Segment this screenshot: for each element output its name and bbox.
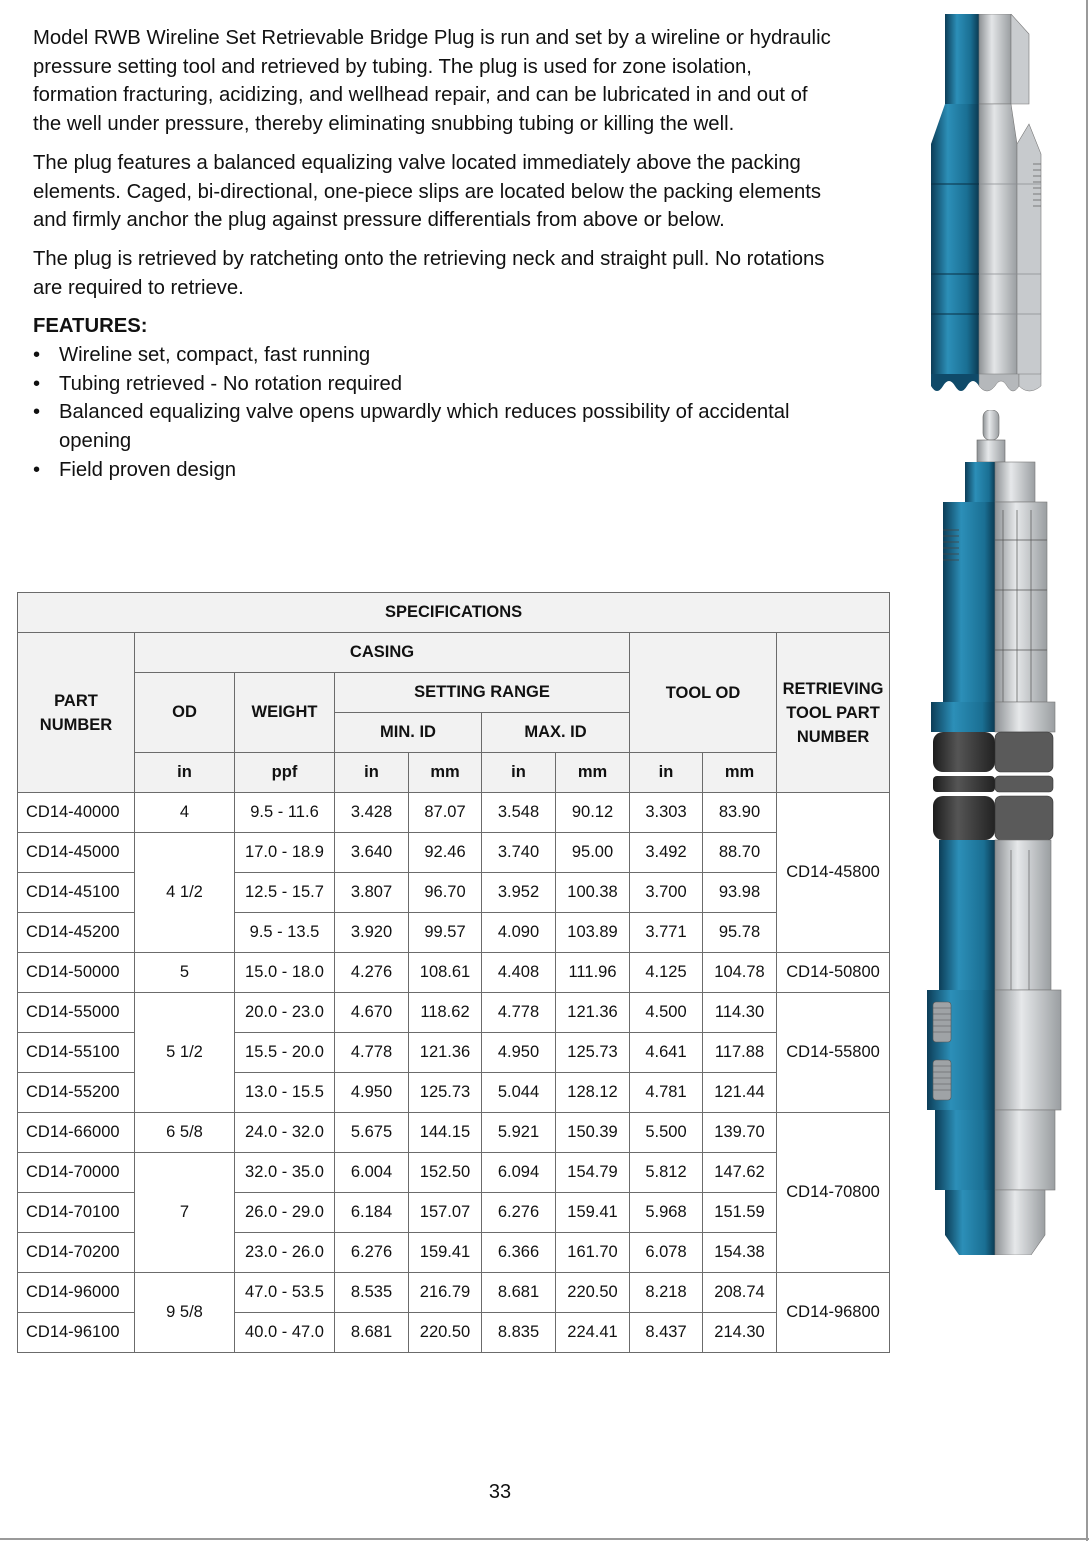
cell-tool-in: 8.218 [630, 1273, 703, 1313]
bottom-rule [0, 1538, 1089, 1540]
cell-tool-mm: 117.88 [703, 1033, 777, 1073]
bullet-icon: • [33, 344, 41, 367]
cell-min-in: 4.276 [335, 953, 409, 993]
cell-max-mm: 154.79 [556, 1153, 630, 1193]
cell-tool-mm: 93.98 [703, 873, 777, 913]
cell-weight: 15.5 - 20.0 [235, 1033, 335, 1073]
cell-tool-in: 3.492 [630, 833, 703, 873]
cell-min-mm: 157.07 [409, 1193, 482, 1233]
cell-min-mm: 99.57 [409, 913, 482, 953]
cell-max-mm: 90.12 [556, 793, 630, 833]
cell-max-in: 4.778 [482, 993, 556, 1033]
cell-min-in: 8.535 [335, 1273, 409, 1313]
cell-part: CD14-55000 [18, 993, 135, 1033]
cell-tool-in: 4.781 [630, 1073, 703, 1113]
cell-weight: 40.0 - 47.0 [235, 1313, 335, 1353]
cell-od: 4 1/2 [135, 833, 235, 953]
feature-text: Tubing retrieved - No rotation required [59, 372, 403, 395]
feature-item [33, 370, 833, 399]
header-min-id: MIN. ID [335, 713, 482, 753]
header-max-id: MAX. ID [482, 713, 630, 753]
cell-retrieving: CD14-55800 [777, 993, 890, 1113]
cell-tool-in: 3.700 [630, 873, 703, 913]
right-rule [1086, 0, 1088, 1541]
cell-retrieving: CD14-50800 [777, 953, 890, 993]
retrieving-tool-icon [925, 14, 1065, 396]
cell-tool-mm: 83.90 [703, 793, 777, 833]
table-row [18, 953, 890, 993]
cell-max-mm: 161.70 [556, 1233, 630, 1273]
unit-od: in [135, 753, 235, 793]
cell-weight: 13.0 - 15.5 [235, 1073, 335, 1113]
cell-max-mm: 100.38 [556, 873, 630, 913]
cell-max-in: 5.921 [482, 1113, 556, 1153]
cell-weight: 9.5 - 13.5 [235, 913, 335, 953]
unit-min-mm: mm [409, 753, 482, 793]
cell-min-in: 3.428 [335, 793, 409, 833]
cell-part: CD14-70200 [18, 1233, 135, 1273]
cell-retrieving: CD14-70800 [777, 1113, 890, 1273]
cell-tool-in: 8.437 [630, 1313, 703, 1353]
cell-tool-mm: 104.78 [703, 953, 777, 993]
cell-min-mm: 144.15 [409, 1113, 482, 1153]
cell-tool-mm: 208.74 [703, 1273, 777, 1313]
cell-min-mm: 159.41 [409, 1233, 482, 1273]
table-row [18, 793, 890, 833]
unit-tool-in: in [630, 753, 703, 793]
cell-tool-mm: 88.70 [703, 833, 777, 873]
cell-weight: 26.0 - 29.0 [235, 1193, 335, 1233]
cell-weight: 23.0 - 26.0 [235, 1233, 335, 1273]
cell-min-mm: 92.46 [409, 833, 482, 873]
unit-max-mm: mm [556, 753, 630, 793]
cell-min-mm: 220.50 [409, 1313, 482, 1353]
header-casing: CASING [135, 633, 630, 673]
features-list [33, 341, 833, 485]
cell-part: CD14-70000 [18, 1153, 135, 1193]
cell-max-mm: 95.00 [556, 833, 630, 873]
cell-min-in: 6.004 [335, 1153, 409, 1193]
feature-text: Field proven design [59, 458, 237, 481]
cell-min-in: 3.640 [335, 833, 409, 873]
header-part-number: PART NUMBER [18, 633, 135, 793]
cell-weight: 24.0 - 32.0 [235, 1113, 335, 1153]
cell-max-mm: 224.41 [556, 1313, 630, 1353]
cell-min-mm: 118.62 [409, 993, 482, 1033]
cell-max-mm: 128.12 [556, 1073, 630, 1113]
cell-od: 4 [135, 793, 235, 833]
cell-min-in: 4.778 [335, 1033, 409, 1073]
cell-tool-mm: 121.44 [703, 1073, 777, 1113]
cell-tool-in: 4.500 [630, 993, 703, 1033]
cell-tool-in: 5.968 [630, 1193, 703, 1233]
cell-retrieving: CD14-45800 [777, 793, 890, 953]
cell-max-mm: 103.89 [556, 913, 630, 953]
unit-max-in: in [482, 753, 556, 793]
cell-tool-in: 5.812 [630, 1153, 703, 1193]
cell-max-mm: 125.73 [556, 1033, 630, 1073]
cell-weight: 20.0 - 23.0 [235, 993, 335, 1033]
cell-min-mm: 108.61 [409, 953, 482, 993]
cell-min-in: 3.920 [335, 913, 409, 953]
cell-max-mm: 111.96 [556, 953, 630, 993]
unit-weight: ppf [235, 753, 335, 793]
cell-min-mm: 125.73 [409, 1073, 482, 1113]
cell-min-in: 3.807 [335, 873, 409, 913]
cell-part: CD14-50000 [18, 953, 135, 993]
cell-max-in: 3.548 [482, 793, 556, 833]
unit-min-in: in [335, 753, 409, 793]
features-heading: FEATURES: [33, 315, 148, 338]
intro-paragraph-2: The plug features a balanced equalizing valve located immediately above the packing elements. Caged, bi-directional, one-piece slips are located below the packing elements and firmly anchor the plug against pressure differentials from above or below. [33, 151, 822, 232]
specifications-table [17, 592, 890, 1353]
cell-tool-in: 4.641 [630, 1033, 703, 1073]
cell-tool-mm: 139.70 [703, 1113, 777, 1153]
cell-tool-mm: 214.30 [703, 1313, 777, 1353]
cell-part: CD14-96100 [18, 1313, 135, 1353]
cell-od: 5 [135, 953, 235, 993]
cell-min-in: 6.276 [335, 1233, 409, 1273]
cell-part: CD14-55200 [18, 1073, 135, 1113]
cell-min-mm: 87.07 [409, 793, 482, 833]
cell-part: CD14-45100 [18, 873, 135, 913]
cell-min-in: 5.675 [335, 1113, 409, 1153]
cell-part: CD14-45200 [18, 913, 135, 953]
feature-item [33, 398, 833, 455]
cell-part: CD14-66000 [18, 1113, 135, 1153]
cell-max-in: 6.094 [482, 1153, 556, 1193]
bullet-icon: • [33, 401, 41, 424]
feature-text: Balanced equalizing valve opens upwardly which reduces possibility of accidental opening [59, 401, 790, 453]
bullet-icon: • [33, 372, 41, 395]
bullet-icon: • [33, 458, 41, 481]
cell-tool-mm: 154.38 [703, 1233, 777, 1273]
cell-weight: 17.0 - 18.9 [235, 833, 335, 873]
cell-tool-mm: 147.62 [703, 1153, 777, 1193]
cell-tool-in: 3.771 [630, 913, 703, 953]
page-number: 33 [488, 1481, 512, 1503]
cell-part: CD14-70100 [18, 1193, 135, 1233]
cell-od: 7 [135, 1153, 235, 1273]
cell-max-in: 8.835 [482, 1313, 556, 1353]
table-row [18, 1113, 890, 1153]
cell-min-in: 8.681 [335, 1313, 409, 1353]
cell-min-in: 4.670 [335, 993, 409, 1033]
header-setting-range: SETTING RANGE [335, 673, 630, 713]
cell-retrieving: CD14-96800 [777, 1273, 890, 1353]
cell-part: CD14-96000 [18, 1273, 135, 1313]
cell-max-in: 4.090 [482, 913, 556, 953]
table-row [18, 993, 890, 1033]
cell-min-mm: 152.50 [409, 1153, 482, 1193]
cell-weight: 12.5 - 15.7 [235, 873, 335, 913]
header-weight: WEIGHT [235, 673, 335, 753]
cell-part: CD14-45000 [18, 833, 135, 873]
cell-max-in: 3.740 [482, 833, 556, 873]
cell-max-in: 4.950 [482, 1033, 556, 1073]
cell-max-mm: 150.39 [556, 1113, 630, 1153]
cell-weight: 47.0 - 53.5 [235, 1273, 335, 1313]
cell-max-mm: 121.36 [556, 993, 630, 1033]
cell-min-mm: 216.79 [409, 1273, 482, 1313]
bridge-plug-icon [925, 410, 1075, 1255]
header-retrieving-tool: RETRIEVING TOOL PART NUMBER [777, 633, 890, 793]
cell-max-in: 3.952 [482, 873, 556, 913]
cell-max-in: 8.681 [482, 1273, 556, 1313]
unit-tool-mm: mm [703, 753, 777, 793]
cell-od: 6 5/8 [135, 1113, 235, 1153]
cell-max-in: 4.408 [482, 953, 556, 993]
cell-max-mm: 159.41 [556, 1193, 630, 1233]
cell-tool-in: 6.078 [630, 1233, 703, 1273]
feature-item [33, 456, 833, 485]
cell-od: 5 1/2 [135, 993, 235, 1113]
header-od: OD [135, 673, 235, 753]
cell-tool-mm: 95.78 [703, 913, 777, 953]
cell-min-mm: 96.70 [409, 873, 482, 913]
cell-weight: 32.0 - 35.0 [235, 1153, 335, 1193]
intro-text-block [33, 24, 833, 485]
table-row [18, 1153, 890, 1193]
cell-max-in: 6.366 [482, 1233, 556, 1273]
header-tool-od: TOOL OD [630, 633, 777, 753]
cell-od: 9 5/8 [135, 1273, 235, 1353]
feature-item [33, 341, 833, 370]
feature-text: Wireline set, compact, fast running [59, 344, 371, 367]
cell-max-in: 6.276 [482, 1193, 556, 1233]
cell-tool-in: 3.303 [630, 793, 703, 833]
cell-min-in: 4.950 [335, 1073, 409, 1113]
table-title: SPECIFICATIONS [18, 593, 890, 633]
cell-part: CD14-55100 [18, 1033, 135, 1073]
cell-tool-mm: 114.30 [703, 993, 777, 1033]
cell-min-mm: 121.36 [409, 1033, 482, 1073]
intro-paragraph-1: Model RWB Wireline Set Retrievable Bridge Plug is run and set by a wireline or hydraulic pressure setting tool and retrieved by tubing. The plug is used for zone isolation, formation fracturing, acidizing, and wellhead repair, and can be lubricated in and out of the well under pressure, thereby eliminating snubbing tubing or killing the well. [33, 27, 831, 136]
cell-weight: 9.5 - 11.6 [235, 793, 335, 833]
cell-tool-mm: 151.59 [703, 1193, 777, 1233]
table-row [18, 833, 890, 873]
cell-max-in: 5.044 [482, 1073, 556, 1113]
cell-tool-in: 4.125 [630, 953, 703, 993]
cell-tool-in: 5.500 [630, 1113, 703, 1153]
intro-paragraph-3: The plug is retrieved by ratcheting onto the retrieving neck and straight pull. No rotations are required to retrieve. [33, 247, 825, 299]
cell-max-mm: 220.50 [556, 1273, 630, 1313]
cell-part: CD14-40000 [18, 793, 135, 833]
cell-weight: 15.0 - 18.0 [235, 953, 335, 993]
table-row [18, 1273, 890, 1313]
cell-min-in: 6.184 [335, 1193, 409, 1233]
